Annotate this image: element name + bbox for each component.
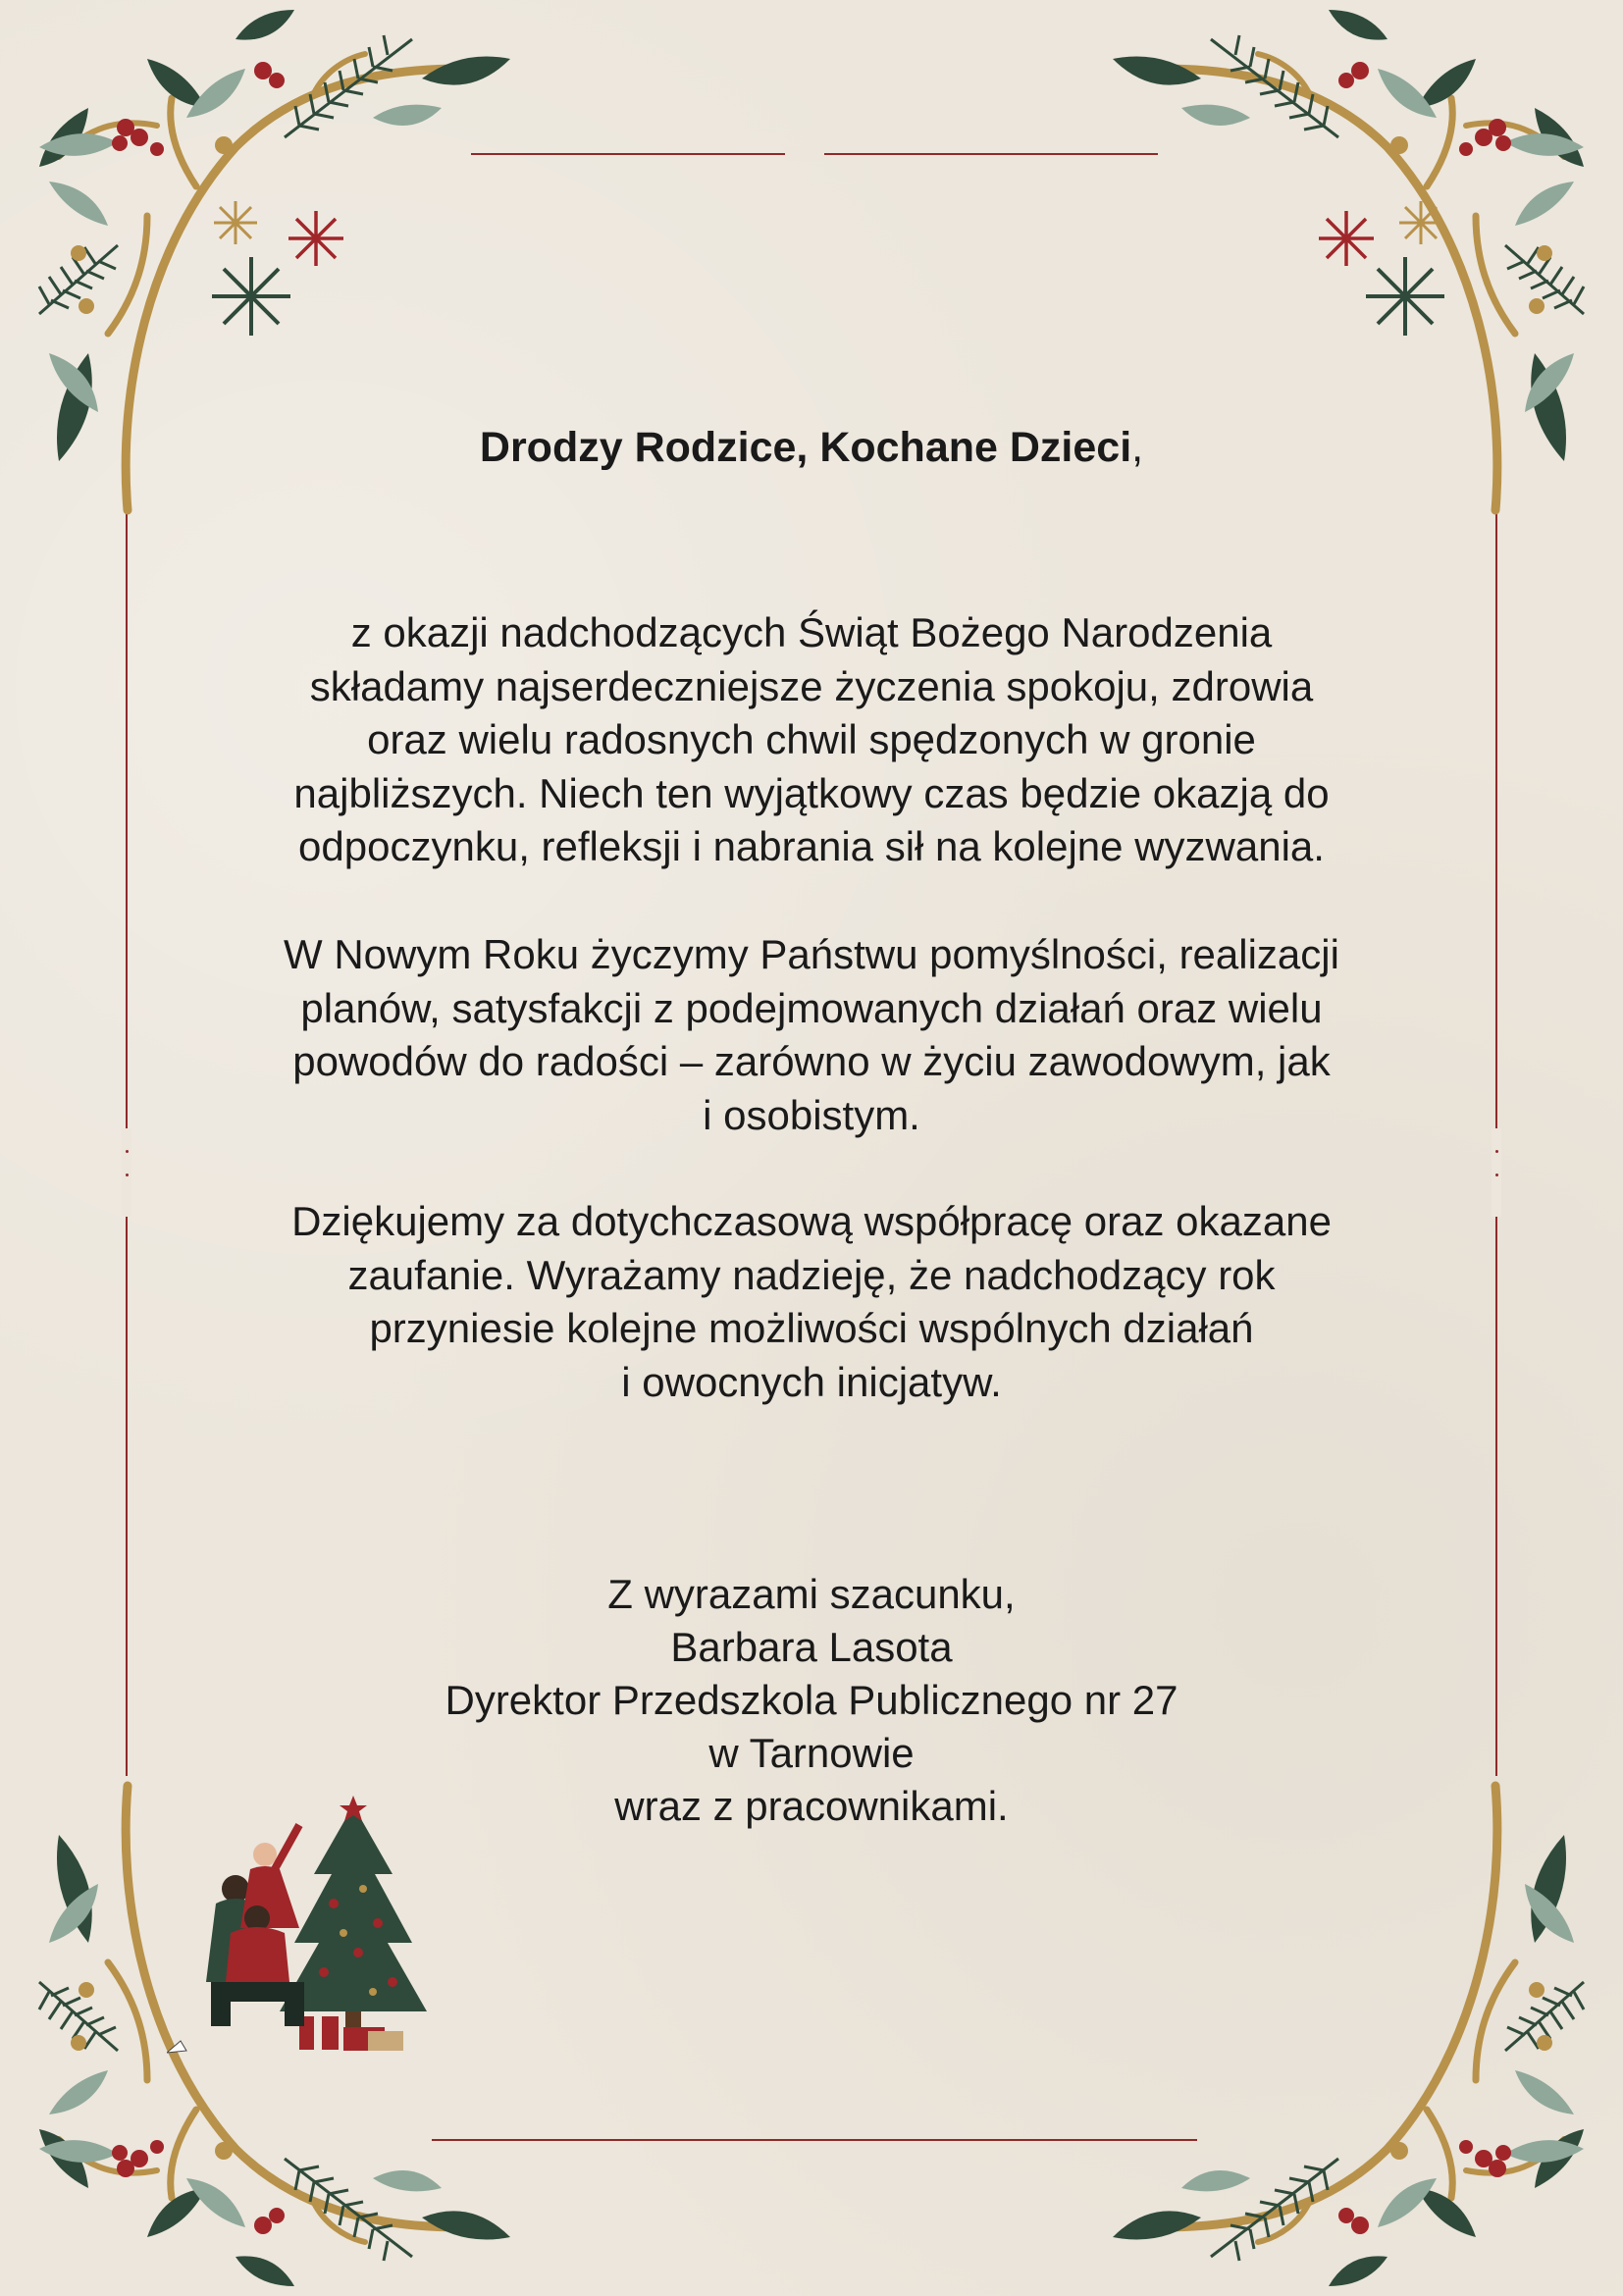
paragraph-new-year xyxy=(196,928,1427,1142)
text-line: powodów do radości – zarówno w życiu zawodowym, jak xyxy=(292,1038,1331,1084)
paragraph-wishes xyxy=(196,606,1427,874)
letter-signature xyxy=(196,1568,1427,1833)
paragraph-thanks xyxy=(196,1195,1427,1409)
signer-team: wraz z pracownikami. xyxy=(614,1783,1009,1829)
text-line: i owocnych inicjatyw. xyxy=(621,1358,1002,1405)
text-line: planów, satysfakcji z podejmowanych działań oraz wielu xyxy=(300,984,1323,1031)
letter-greeting xyxy=(196,424,1427,472)
greeting-comma: , xyxy=(1131,424,1144,471)
text-line: z okazji nadchodzących Świąt Bożego Narodzenia xyxy=(350,609,1273,655)
signer-location: w Tarnowie xyxy=(708,1730,915,1776)
greeting-text: Drodzy Rodzice, Kochane Dzieci xyxy=(479,424,1132,471)
text-line: odpoczynku, refleksji i nabrania sił na kolejne wyzwania. xyxy=(298,823,1325,869)
text-line: Dziękujemy za dotychczasową współpracę oraz okazane xyxy=(291,1198,1332,1244)
text-line: składamy najserdeczniejsze życzenia spokoju, zdrowia xyxy=(309,662,1314,709)
text-line: najbliższych. Niech ten wyjątkowy czas będzie okazją do xyxy=(293,769,1330,816)
signer-name: Barbara Lasota xyxy=(670,1624,953,1670)
text-line: zaufanie. Wyrażamy nadzieję, że nadchodzący rok xyxy=(347,1251,1276,1298)
holly-pine-antler-wreath-icon xyxy=(1073,1766,1623,2296)
text-line: oraz wielu radosnych chwil spędzonych w gronie xyxy=(367,716,1256,762)
christmas-tree-family-icon xyxy=(167,1796,432,2080)
closing-line: Z wyrazami szacunku, xyxy=(607,1571,1016,1617)
text-line: i osobistym. xyxy=(703,1091,920,1138)
signer-title: Dyrektor Przedszkola Publicznego nr 27 xyxy=(445,1677,1178,1723)
text-line: W Nowym Roku życzymy Państwu pomyślności, realizacji xyxy=(284,931,1339,977)
text-line: przyniesie kolejne możliwości wspólnych działań xyxy=(369,1305,1254,1351)
